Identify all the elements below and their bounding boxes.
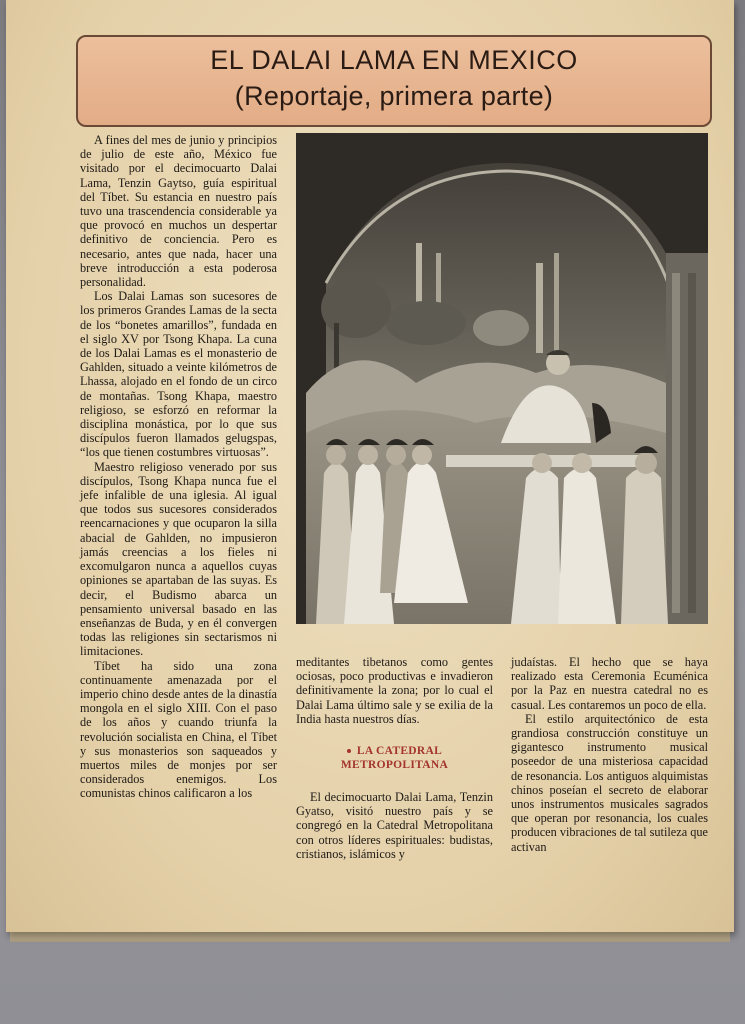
paragraph: El decimocuarto Dalai Lama, Tenzin Gyatso, visitó nuestro país y se congregó en la Catedral Metropolitana con otros líderes espirituales: budistas, cristianos, islámicos y (296, 790, 493, 861)
section-heading (296, 744, 493, 772)
headline-box (76, 35, 712, 127)
painting-artwork (296, 133, 708, 624)
paragraph: El estilo arquitectónico de esta grandiosa construcción constituye un gigantesco instrumento musical poseedor de una misteriosa capacidad de resonancia. Los antiguos alquimistas chinos poseían el secreto de elaborar unos instrumentos musicales sagrados que operan por resonancia, los cuales producen vibraciones de tal sutileza que activan (511, 711, 709, 854)
paragraph: Los Dalai Lamas son sucesores de los primeros Grandes Lamas de la secta de los “bonetes amarillos”, fundada en el siglo XV por Tsong Khapa. La cuna de los Dalai Lamas es el monasterio de Gahlden, situado a veinte kilómetros de Lhassa, alojado en el fondo de un circo de montañas. Tsong Khapa, maestro religioso, se esforzó en reformar la disciplina monástica, por lo que sus discípulos fueron llamados gelugspas, “los que tienen costumbres virtuosas”. (80, 289, 277, 460)
paragraph: meditantes tibetanos como gentes ociosas, poco productivas e invadieron definitivamente la zona; por lo cual el Dalai Lama último sale y se exilia de la India hasta nuestros días. (296, 655, 493, 726)
paragraph: A fines del mes de junio y principios de julio de este año, México fue visitado por el decimocuarto Dalai Lama, Tenzin Gaytso, guía espiritual del Tíbet. Su estancia en nuestro país tuvo una trascendencia considerable ya que provocó en muchos un despertar definitivo de conciencia. Pero es necesario, antes que nada, hacer una breve introducción a esta poderosa personalidad. (80, 133, 277, 290)
paragraph: judaístas. El hecho que se haya realizado esta Ceremonia Ecuménica por la Paz en nuestra catedral no es casual. Les contaremos un poco de ella. (511, 655, 708, 712)
section-heading-line1: LA CATEDRAL (356, 745, 443, 758)
paragraph: Maestro religioso venerado por sus discípulos, Tsong Khapa nunca fue el jefe infalible de una iglesia. Al igual que todos sus sucesores considerados reencarnaciones y que ocuparon la silla abacial de Gahlden, no impusieron jamás creencias a los fieles ni excomulgaron nunca a aquellos cuyas opiniones se apartaban de las suyas. Es decir, el Budismo abarca un pensamiento universal basado en las enseñanzas de Buda, y en él convergen todas las religiones sin sectarismos ni limitaciones. (80, 459, 277, 659)
headline-subtitle: (Reportaje, primera parte) (234, 81, 554, 111)
text-column-1 (80, 133, 277, 801)
paragraph: Tíbet ha sido una zona continuamente amenazada por el imperio chino desde antes de la dinastía mongola en el siglo XIII. Con el paso de los años y cuando triunfa la revolución socialista en China, el Tíbet y sus monasterios son saqueados y muertos miles de monjes por ser considerados enemigos. Los comunistas chinos calificaron a los (80, 658, 277, 801)
text-column-2 (296, 655, 493, 861)
illustration-painting (296, 133, 708, 624)
bullet-icon (347, 749, 351, 753)
headline-title: EL DALAI LAMA EN MEXICO (210, 45, 578, 75)
text-column-3 (511, 655, 708, 854)
section-heading-line2: METROPOLITANA (340, 759, 449, 772)
